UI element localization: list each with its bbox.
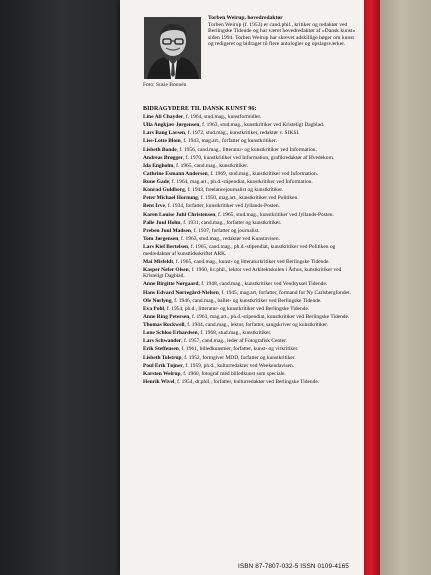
contributor-entry [143,355,358,362]
contributor-entry [143,195,358,202]
contributor-entry [143,187,358,194]
contributor-description: , f. 1957, cand.mag., leder af Fotografisk Center. [181,338,287,345]
contributor-entry [143,363,358,370]
contributor-name: Mai Misfeldt [143,258,174,265]
contributor-name: Cathrine Esmann Andersen [143,170,208,177]
contributor-description: , f. 1965, cand.mag., ph.d.-stipendiat, kunstkritiker ved Politiken og medredaktør af kunsttidsskriftet ARK. [143,244,336,257]
contributor-entry [143,122,358,129]
contributor-description: , f. 1970, kunstkritiker ved Information, grafikredaktør af Hvedekorn. [182,154,335,161]
contributor-entry [143,244,358,257]
portrait-image [144,17,201,79]
contributor-entry [143,322,358,329]
contributor-entry [143,371,358,378]
contributor-entry [143,314,358,321]
contributor-entry [143,330,358,337]
contributor-name: Anne Ring Petersen [143,313,190,320]
photo-credit: Foto: Susie Bonnén [143,82,187,88]
contributor-name: Lars Bang Larsen [143,130,185,137]
book-back-cover [120,0,364,575]
contributor-entry [143,298,358,305]
isbn-issn: ISBN 87-7807-032-5 ISSN 0109-4165 [238,563,349,570]
contributor-description: , f. 1965, cand.mag., kunst- og litteraturkritiker ved Berlingske Tidende. [173,258,330,265]
contributor-description: , f. 1960, fotograf med billedkunst som speciale. [180,370,286,377]
contributor-description: , f. 1931, cand.mag., forfatter og kunstkritiker. [180,219,282,226]
contributor-description: , f. 1943, mag.art., forfatter og kunstkritiker. [180,138,277,145]
contributors-list [143,106,358,387]
contributor-name: Karen Louise Juhl Christensen [143,211,216,218]
contributor-name: Ulla Angkjær Jørgensen [143,122,200,129]
contributor-entry [143,290,358,297]
contributor-entry [143,228,358,235]
contributor-entry [143,147,358,154]
contributor-entry [143,130,358,137]
contributor-description: , f. 1937, forfatter og journalist. [190,227,260,234]
contributor-entry [143,281,358,288]
contributor-description: , f. 1954, dr.phil., forfatter, kulturredaktør ved Berlingske Tidende. [174,378,320,385]
contributor-name: Lisbeth Bonde [143,146,177,153]
contributor-description: , f. 1948, cand.mag., kunstkritiker ved Vendsyssel Tidende. [198,281,328,288]
contributor-name: Kasper Nefer Olsen [143,266,189,273]
contributor-entry [143,163,358,170]
red-book-edge [363,0,380,575]
contributor-description: , f. 1968, stud.mag., kunstkritiker. [197,330,272,337]
contributor-name: Bent Irve [143,203,165,210]
contributor-description: , f. 1954, ph.d., litteratur- og kunstkritiker ved Berlingske Tidende. [164,305,310,312]
contributor-description: , f. 1961, billedkunstner, forfatter, kunst- og virkritiker. [178,346,299,353]
contributor-name: Konrad Guldberg [143,187,185,194]
contributor-name: Tom Jørgensen [143,235,179,242]
contributor-entry [143,267,358,280]
contributor-name: Hans Edvard Nørregård-Nielsen [143,289,219,296]
contributor-entry [143,114,358,121]
contributor-entry [143,203,358,210]
contributor-name: Rune Gade [143,179,170,185]
editor-portrait [144,17,201,79]
contributor-name: Poul Erik Tøjner [143,362,183,369]
contributor-description: , f. 1964, mag.art., ph.d.-stipendiat, kunstkritiker ved Information. [169,179,313,185]
contributor-entry [143,346,358,353]
contributor-description: , f. 1934, forfatter, kunstkritiker ved Jyllands-Posten. [164,203,280,210]
contributor-name: Lars Kiel Bertelsen [143,244,189,250]
contributor-name: Eva Pohl [143,305,164,312]
contributor-name: Anne Birgitte Nørgaard [143,281,199,288]
contributor-description: , f. 1963, stud.mag., kunstkritiker ved Kristeligt Dagblad. [199,122,325,129]
contributor-description: , f. 1944, cand.mag., lektor, forfatter, sangskriver og kunstkritiker. [184,322,329,329]
contributor-description: , f. 1963, stud.mag., redaktør ved Kunstavisen. [178,235,280,242]
contributor-name: Lise-Lotte Blom [143,138,181,145]
contributor-name: Andreas Brøgger [143,154,183,161]
contributor-entry [143,171,358,178]
background-right [380,0,431,575]
contributor-entry [143,259,358,266]
contributor-description: , f. 1959, ph.d., kulturredaktør ved Weekendavisen. [182,362,295,369]
contributor-entry [143,138,358,145]
contributor-entry [143,236,358,243]
contributor-entry [143,338,358,345]
contributor-entry [143,306,358,313]
contributor-name: Lisbeth Tolstrup [143,354,182,361]
contributor-description: , f. 1960, lic.phil., lektor ved Arkitektskolen i Århus, kunstkritiker ved Kristeligt Dagblad. [143,266,342,280]
contributor-entries [143,114,358,385]
contributor-description: , f. 1952, formgiver MDD, forfatter og kunstkritiker. [181,354,296,361]
contributor-description: , f. 1965, cand.mag., kunstkritiker. [173,162,249,169]
contributor-name: Henrik Wivel [143,378,175,385]
contributor-name: Palle Juul Holm [143,219,181,226]
contributor-name: Ole Nørlyng [143,297,172,304]
contributor-name: Line Ali Chayder [143,114,184,120]
contributor-description: , f. 1950, mag.art., kunstkritiker ved Politiken. [197,195,299,202]
contributor-description: , f. 1945, mag.art, forfatter, formand for Ny Carlsbergfondet. [218,289,351,296]
contributor-name: Lars Schwander [143,338,182,345]
editor-name: Torben Weirup, hovedredaktør [208,15,283,21]
contributor-description: , f. 1946, cand.mag., ballet- og kunstkritiker ved Berlingske Tidende. [171,297,322,304]
contributor-name: Karsten Weirup [143,370,181,377]
contributor-entry [143,179,358,186]
background-left [0,0,122,575]
contributor-name: Thomas Rockwell [143,322,185,329]
contributor-entry [143,220,358,227]
editor-bio [208,15,358,48]
contributor-description: , f. 1969, stud.mag., kunstkritiker ved Information. [207,170,319,177]
contributors-heading: BIDRAGYDERE TIL DANSK KUNST 96: [143,106,257,112]
contributor-name: Peter Michael Hornung [143,195,198,202]
contributor-description: , f. 1943, freelancejournalist og kunstkritiker. [184,187,284,194]
contributor-entry [143,155,358,162]
contributor-name: Preben Juul Madsen [143,227,191,234]
editor-bio-text: Torben Weirup (f. 1953) er cand.phil., kritiker og redaktør ved Berlingske Tidende og har været hovedredaktør af »Dansk kunst« siden 1994. Torben Weirup har skrevet adskillige bøger om kunst og redigeret og bidraget til flere antologier og opslagsværker. [208,21,356,48]
contributor-entry [143,212,358,219]
contributor-name: Ida Engholm [143,162,174,169]
contributor-description: , f. 1965, stud.mag., kunstkritiker ved Jyllands-Posten. [215,211,334,218]
contributor-description: , f. 1963, mag.art., ph.d.-stipendiat, kunstkritiker ved Berlingske Tidende. [189,313,350,320]
contributor-entry [143,379,358,386]
contributor-description: , f. 1964, stud.mag., kunstformidler. [183,114,262,120]
contributor-description: , f. 1972, stud.mag., kunstkritiker, redaktør v. SIKSI. [185,130,300,137]
contributor-name: Erik Steffensen [143,346,179,353]
contributor-description: , f. 1956, cand.mag., litteratur- og kunstkritiker ved Information. [176,146,317,153]
contributor-name: Lone Schloo Erhardsen [143,330,198,337]
